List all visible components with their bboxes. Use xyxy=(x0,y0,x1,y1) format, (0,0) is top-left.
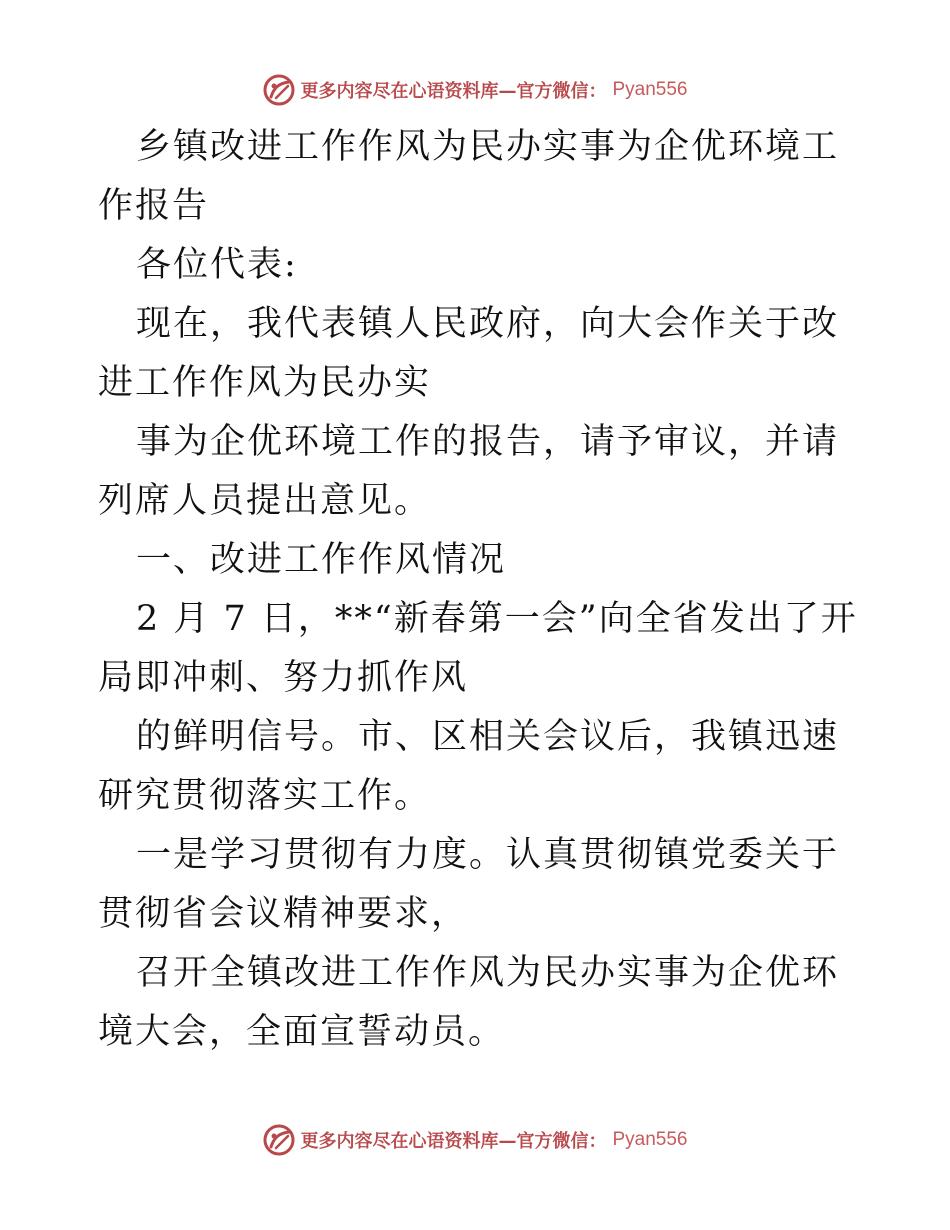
header-brand-text: 更多内容尽在心语资料库—官方微信： xyxy=(300,81,607,102)
footer-brand xyxy=(262,1123,687,1157)
brand-logo-icon xyxy=(262,1123,296,1157)
paragraph: 2 月 7 日，**“新春第一会”向全省发出了开局即冲刺、努力抓作风 xyxy=(98,599,858,698)
salutation: 各位代表: xyxy=(136,245,298,285)
document-title: 乡镇改进工作作风为民办实事为企优环境工作报告 xyxy=(98,127,840,226)
paragraph: 现在，我代表镇人民政府，向大会作关于改进工作作风为民办实 xyxy=(98,304,840,403)
header-brand-id: Pyan556 xyxy=(612,79,688,100)
brand-logo-icon xyxy=(262,73,296,107)
header-brand xyxy=(262,73,687,107)
section-heading: 一、改进工作作风情况 xyxy=(136,540,507,580)
page-header xyxy=(0,70,950,110)
document-body xyxy=(98,118,858,1062)
footer-brand-text: 更多内容尽在心语资料库—官方微信： xyxy=(300,1131,607,1152)
paragraph: 事为企优环境工作的报告，请予审议，并请列席人员提出意见。 xyxy=(98,422,840,521)
page-footer xyxy=(0,1120,950,1160)
paragraph: 的鲜明信号。市、区相关会议后，我镇迅速研究贯彻落实工作。 xyxy=(98,717,840,816)
paragraph: 召开全镇改进工作作风为民办实事为企优环境大会，全面宣誓动员。 xyxy=(98,953,840,1052)
footer-brand-id: Pyan556 xyxy=(612,1129,688,1150)
paragraph: 一是学习贯彻有力度。认真贯彻镇党委关于贯彻省会议精神要求， xyxy=(98,835,840,934)
